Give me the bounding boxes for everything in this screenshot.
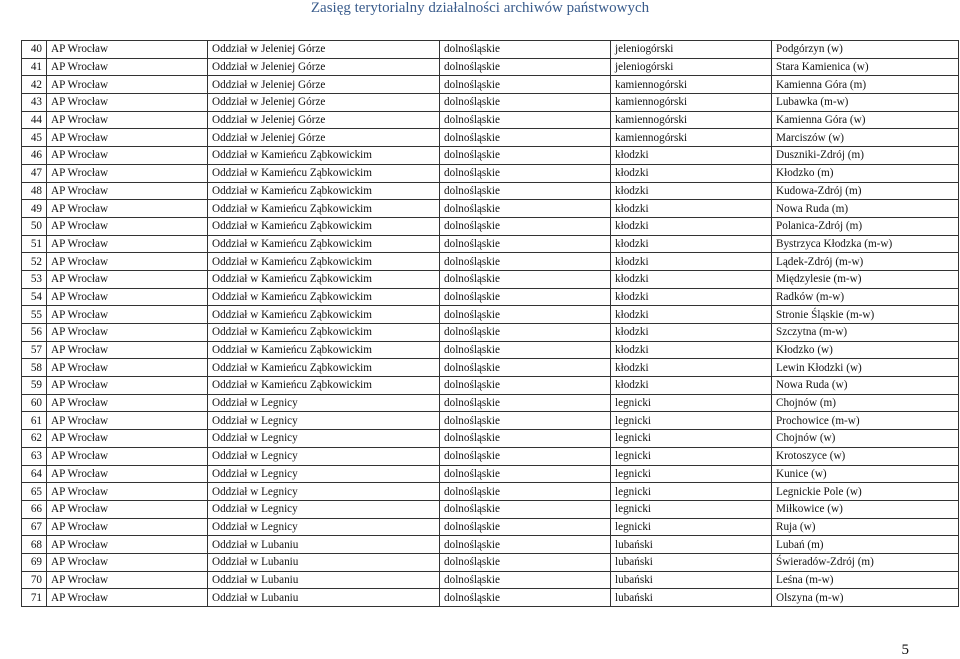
cell-number: 61 (22, 412, 47, 430)
cell-county: kłodzki (611, 324, 772, 342)
cell-place: Miłkowice (w) (772, 500, 959, 518)
cell-archive: AP Wrocław (47, 571, 208, 589)
cell-archive: AP Wrocław (47, 324, 208, 342)
cell-county: kamiennogórski (611, 76, 772, 94)
cell-place: Stara Kamienica (w) (772, 58, 959, 76)
cell-voivodeship: dolnośląskie (440, 412, 611, 430)
cell-branch: Oddział w Legnicy (208, 518, 440, 536)
cell-number: 53 (22, 270, 47, 288)
cell-county: kłodzki (611, 359, 772, 377)
table-row (22, 465, 959, 483)
cell-place: Kamienna Góra (m) (772, 76, 959, 94)
cell-voivodeship: dolnośląskie (440, 235, 611, 253)
cell-place: Lubawka (m-w) (772, 94, 959, 112)
cell-county: jeleniogórski (611, 58, 772, 76)
cell-county: legnicki (611, 465, 772, 483)
cell-place: Lubań (m) (772, 536, 959, 554)
cell-archive: AP Wrocław (47, 536, 208, 554)
cell-archive: AP Wrocław (47, 164, 208, 182)
cell-county: kłodzki (611, 147, 772, 165)
cell-number: 65 (22, 483, 47, 501)
table-row (22, 412, 959, 430)
table-row (22, 58, 959, 76)
cell-voivodeship: dolnośląskie (440, 306, 611, 324)
cell-branch: Oddział w Kamieńcu Ząbkowickim (208, 235, 440, 253)
cell-archive: AP Wrocław (47, 377, 208, 395)
cell-number: 59 (22, 377, 47, 395)
table-row (22, 253, 959, 271)
cell-number: 50 (22, 217, 47, 235)
cell-branch: Oddział w Legnicy (208, 412, 440, 430)
cell-branch: Oddział w Kamieńcu Ząbkowickim (208, 182, 440, 200)
cell-voivodeship: dolnośląskie (440, 465, 611, 483)
cell-place: Chojnów (m) (772, 394, 959, 412)
page-number: 5 (901, 642, 909, 658)
table-row (22, 164, 959, 182)
cell-number: 67 (22, 518, 47, 536)
cell-voivodeship: dolnośląskie (440, 394, 611, 412)
cell-county: lubański (611, 589, 772, 607)
cell-county: legnicki (611, 412, 772, 430)
table-row (22, 500, 959, 518)
cell-archive: AP Wrocław (47, 76, 208, 94)
cell-county: kłodzki (611, 341, 772, 359)
cell-voivodeship: dolnośląskie (440, 341, 611, 359)
cell-archive: AP Wrocław (47, 288, 208, 306)
cell-archive: AP Wrocław (47, 200, 208, 218)
cell-voivodeship: dolnośląskie (440, 447, 611, 465)
cell-voivodeship: dolnośląskie (440, 518, 611, 536)
cell-archive: AP Wrocław (47, 94, 208, 112)
cell-place: Kunice (w) (772, 465, 959, 483)
cell-branch: Oddział w Kamieńcu Ząbkowickim (208, 217, 440, 235)
cell-place: Nowa Ruda (w) (772, 377, 959, 395)
cell-archive: AP Wrocław (47, 553, 208, 571)
cell-branch: Oddział w Kamieńcu Ząbkowickim (208, 147, 440, 165)
cell-archive: AP Wrocław (47, 306, 208, 324)
cell-archive: AP Wrocław (47, 447, 208, 465)
table-row (22, 377, 959, 395)
cell-place: Kudowa-Zdrój (m) (772, 182, 959, 200)
table-row (22, 94, 959, 112)
cell-voivodeship: dolnośląskie (440, 483, 611, 501)
cell-number: 57 (22, 341, 47, 359)
cell-county: lubański (611, 571, 772, 589)
table-row (22, 147, 959, 165)
cell-branch: Oddział w Legnicy (208, 394, 440, 412)
cell-voivodeship: dolnośląskie (440, 76, 611, 94)
cell-number: 68 (22, 536, 47, 554)
cell-archive: AP Wrocław (47, 341, 208, 359)
cell-archive: AP Wrocław (47, 518, 208, 536)
table-row (22, 76, 959, 94)
cell-number: 58 (22, 359, 47, 377)
cell-branch: Oddział w Kamieńcu Ząbkowickim (208, 359, 440, 377)
cell-place: Krotoszyce (w) (772, 447, 959, 465)
cell-voivodeship: dolnośląskie (440, 94, 611, 112)
table-row (22, 217, 959, 235)
cell-county: kłodzki (611, 377, 772, 395)
records-table (21, 40, 959, 607)
cell-branch: Oddział w Jeleniej Górze (208, 41, 440, 59)
cell-voivodeship: dolnośląskie (440, 111, 611, 129)
cell-archive: AP Wrocław (47, 412, 208, 430)
cell-county: kłodzki (611, 253, 772, 271)
cell-archive: AP Wrocław (47, 129, 208, 147)
cell-archive: AP Wrocław (47, 41, 208, 59)
cell-county: legnicki (611, 483, 772, 501)
cell-number: 69 (22, 553, 47, 571)
table-row (22, 235, 959, 253)
cell-branch: Oddział w Kamieńcu Ząbkowickim (208, 164, 440, 182)
cell-archive: AP Wrocław (47, 217, 208, 235)
cell-archive: AP Wrocław (47, 359, 208, 377)
table-row (22, 536, 959, 554)
cell-place: Podgórzyn (w) (772, 41, 959, 59)
cell-branch: Oddział w Lubaniu (208, 571, 440, 589)
table-row (22, 518, 959, 536)
cell-county: legnicki (611, 430, 772, 448)
cell-county: lubański (611, 536, 772, 554)
cell-place: Kłodzko (m) (772, 164, 959, 182)
table-row (22, 41, 959, 59)
cell-number: 47 (22, 164, 47, 182)
cell-number: 62 (22, 430, 47, 448)
cell-county: kłodzki (611, 306, 772, 324)
cell-voivodeship: dolnośląskie (440, 500, 611, 518)
cell-branch: Oddział w Kamieńcu Ząbkowickim (208, 288, 440, 306)
cell-place: Ruja (w) (772, 518, 959, 536)
cell-county: kamiennogórski (611, 94, 772, 112)
cell-voivodeship: dolnośląskie (440, 253, 611, 271)
cell-archive: AP Wrocław (47, 58, 208, 76)
cell-archive: AP Wrocław (47, 500, 208, 518)
cell-voivodeship: dolnośląskie (440, 164, 611, 182)
cell-place: Kłodzko (w) (772, 341, 959, 359)
cell-branch: Oddział w Legnicy (208, 465, 440, 483)
table-row (22, 270, 959, 288)
cell-place: Kamienna Góra (w) (772, 111, 959, 129)
cell-branch: Oddział w Jeleniej Górze (208, 58, 440, 76)
cell-branch: Oddział w Kamieńcu Ząbkowickim (208, 377, 440, 395)
cell-voivodeship: dolnośląskie (440, 324, 611, 342)
cell-voivodeship: dolnośląskie (440, 270, 611, 288)
cell-archive: AP Wrocław (47, 111, 208, 129)
cell-place: Stronie Śląskie (m-w) (772, 306, 959, 324)
cell-place: Chojnów (w) (772, 430, 959, 448)
cell-place: Prochowice (m-w) (772, 412, 959, 430)
table-row (22, 129, 959, 147)
cell-place: Polanica-Zdrój (m) (772, 217, 959, 235)
cell-number: 71 (22, 589, 47, 607)
cell-place: Marciszów (w) (772, 129, 959, 147)
cell-number: 43 (22, 94, 47, 112)
table-row (22, 288, 959, 306)
cell-branch: Oddział w Legnicy (208, 500, 440, 518)
cell-place: Lądek-Zdrój (m-w) (772, 253, 959, 271)
cell-place: Duszniki-Zdrój (m) (772, 147, 959, 165)
table-row (22, 447, 959, 465)
cell-county: kłodzki (611, 200, 772, 218)
table-row (22, 200, 959, 218)
cell-number: 51 (22, 235, 47, 253)
cell-archive: AP Wrocław (47, 147, 208, 165)
table-row (22, 324, 959, 342)
cell-number: 40 (22, 41, 47, 59)
cell-county: kłodzki (611, 217, 772, 235)
cell-branch: Oddział w Jeleniej Górze (208, 111, 440, 129)
table-row (22, 306, 959, 324)
cell-county: legnicki (611, 394, 772, 412)
cell-number: 46 (22, 147, 47, 165)
cell-branch: Oddział w Kamieńcu Ząbkowickim (208, 306, 440, 324)
cell-place: Nowa Ruda (m) (772, 200, 959, 218)
cell-branch: Oddział w Jeleniej Górze (208, 76, 440, 94)
cell-voivodeship: dolnośląskie (440, 288, 611, 306)
cell-number: 70 (22, 571, 47, 589)
cell-archive: AP Wrocław (47, 430, 208, 448)
records-table-body (22, 41, 959, 607)
table-row (22, 394, 959, 412)
cell-voivodeship: dolnośląskie (440, 571, 611, 589)
cell-number: 54 (22, 288, 47, 306)
cell-archive: AP Wrocław (47, 465, 208, 483)
cell-place: Leśna (m-w) (772, 571, 959, 589)
cell-voivodeship: dolnośląskie (440, 200, 611, 218)
cell-county: kłodzki (611, 164, 772, 182)
cell-county: kłodzki (611, 270, 772, 288)
cell-number: 44 (22, 111, 47, 129)
cell-place: Olszyna (m-w) (772, 589, 959, 607)
cell-county: kłodzki (611, 235, 772, 253)
cell-number: 63 (22, 447, 47, 465)
cell-number: 60 (22, 394, 47, 412)
cell-number: 45 (22, 129, 47, 147)
cell-voivodeship: dolnośląskie (440, 129, 611, 147)
cell-number: 66 (22, 500, 47, 518)
cell-branch: Oddział w Lubaniu (208, 536, 440, 554)
cell-voivodeship: dolnośląskie (440, 359, 611, 377)
cell-place: Międzylesie (m-w) (772, 270, 959, 288)
cell-archive: AP Wrocław (47, 270, 208, 288)
cell-branch: Oddział w Kamieńcu Ząbkowickim (208, 324, 440, 342)
table-row (22, 430, 959, 448)
page-title: Zasięg terytorialny działalności archiwów państwowych (310, 0, 650, 16)
cell-number: 48 (22, 182, 47, 200)
cell-archive: AP Wrocław (47, 253, 208, 271)
cell-county: legnicki (611, 447, 772, 465)
cell-branch: Oddział w Lubaniu (208, 553, 440, 571)
cell-voivodeship: dolnośląskie (440, 536, 611, 554)
cell-place: Bystrzyca Kłodzka (m-w) (772, 235, 959, 253)
cell-voivodeship: dolnośląskie (440, 182, 611, 200)
cell-county: legnicki (611, 518, 772, 536)
cell-archive: AP Wrocław (47, 182, 208, 200)
cell-place: Świeradów-Zdrój (m) (772, 553, 959, 571)
cell-archive: AP Wrocław (47, 589, 208, 607)
cell-place: Legnickie Pole (w) (772, 483, 959, 501)
cell-number: 49 (22, 200, 47, 218)
table-row (22, 553, 959, 571)
cell-voivodeship: dolnośląskie (440, 41, 611, 59)
cell-county: kłodzki (611, 288, 772, 306)
cell-branch: Oddział w Legnicy (208, 483, 440, 501)
cell-number: 52 (22, 253, 47, 271)
cell-county: kamiennogórski (611, 129, 772, 147)
cell-voivodeship: dolnośląskie (440, 553, 611, 571)
cell-county: jeleniogórski (611, 41, 772, 59)
cell-voivodeship: dolnośląskie (440, 430, 611, 448)
cell-branch: Oddział w Legnicy (208, 430, 440, 448)
cell-place: Szczytna (m-w) (772, 324, 959, 342)
cell-number: 55 (22, 306, 47, 324)
cell-county: legnicki (611, 500, 772, 518)
cell-branch: Oddział w Kamieńcu Ząbkowickim (208, 253, 440, 271)
cell-place: Lewin Kłodzki (w) (772, 359, 959, 377)
table-row (22, 111, 959, 129)
cell-branch: Oddział w Jeleniej Górze (208, 129, 440, 147)
cell-number: 41 (22, 58, 47, 76)
cell-branch: Oddział w Jeleniej Górze (208, 94, 440, 112)
cell-archive: AP Wrocław (47, 235, 208, 253)
cell-voivodeship: dolnośląskie (440, 217, 611, 235)
cell-county: kamiennogórski (611, 111, 772, 129)
cell-branch: Oddział w Lubaniu (208, 589, 440, 607)
cell-branch: Oddział w Kamieńcu Ząbkowickim (208, 270, 440, 288)
table-row (22, 341, 959, 359)
cell-archive: AP Wrocław (47, 483, 208, 501)
table-row (22, 359, 959, 377)
cell-number: 42 (22, 76, 47, 94)
cell-branch: Oddział w Kamieńcu Ząbkowickim (208, 200, 440, 218)
cell-number: 64 (22, 465, 47, 483)
cell-county: lubański (611, 553, 772, 571)
cell-county: kłodzki (611, 182, 772, 200)
cell-voivodeship: dolnośląskie (440, 589, 611, 607)
table-row (22, 182, 959, 200)
table-row (22, 589, 959, 607)
cell-voivodeship: dolnośląskie (440, 58, 611, 76)
cell-branch: Oddział w Legnicy (208, 447, 440, 465)
cell-voivodeship: dolnośląskie (440, 377, 611, 395)
table-row (22, 483, 959, 501)
cell-place: Radków (m-w) (772, 288, 959, 306)
cell-voivodeship: dolnośląskie (440, 147, 611, 165)
table-row (22, 571, 959, 589)
cell-number: 56 (22, 324, 47, 342)
cell-archive: AP Wrocław (47, 394, 208, 412)
cell-branch: Oddział w Kamieńcu Ząbkowickim (208, 341, 440, 359)
